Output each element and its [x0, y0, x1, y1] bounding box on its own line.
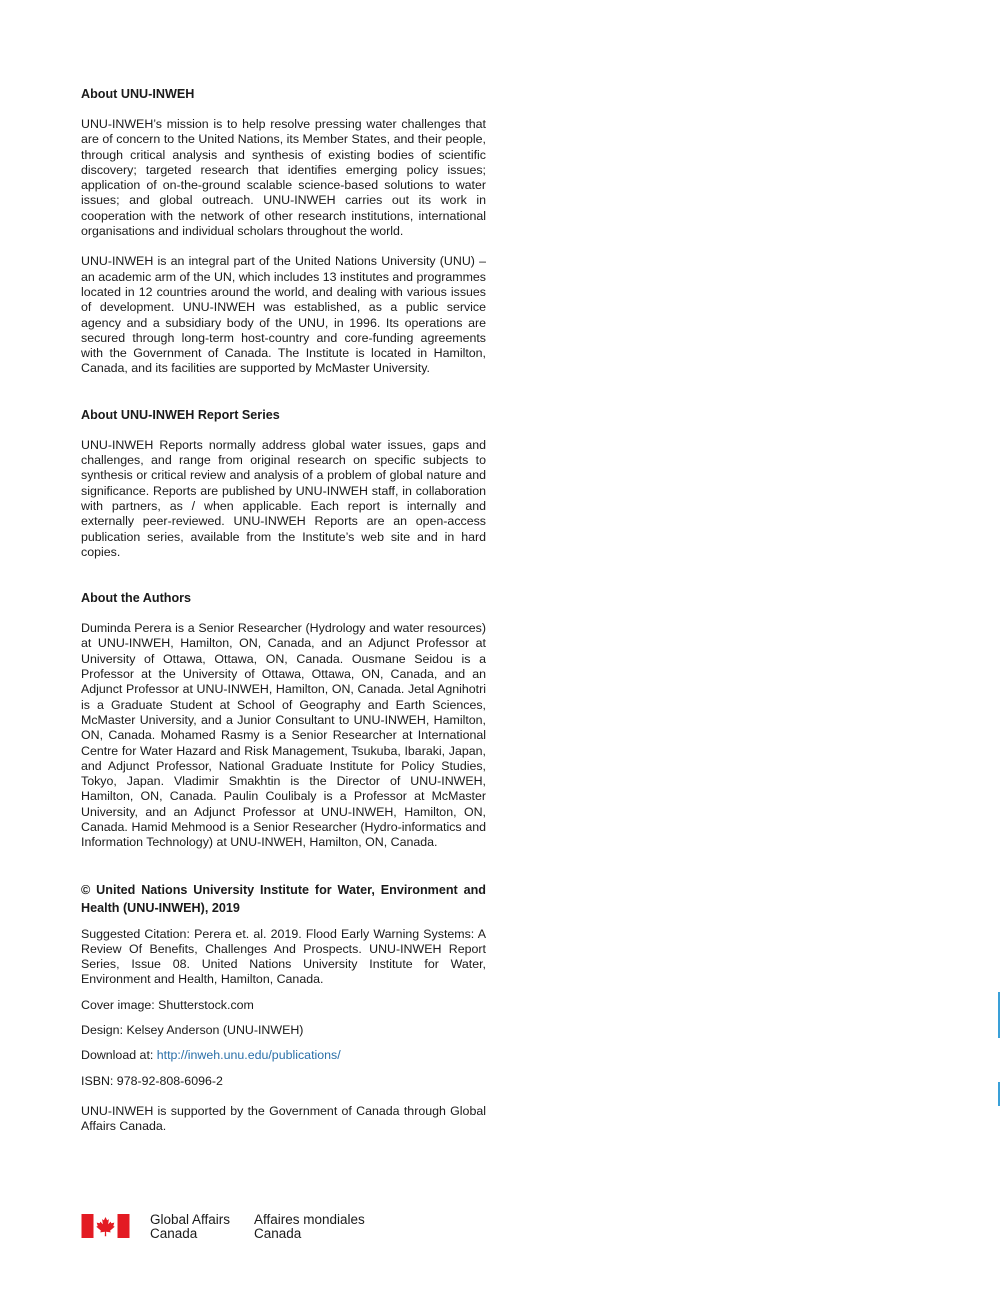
about-series-paragraph: UNU-INWEH Reports normally address global water issues, gaps and challenges, and range from original research on specific subjects to synthesis or critical review and analysis of a problem of global nature and significance. Reports are published by UNU-INWEH staff, in collaboration with partners, as / when applicable. Each report is internally and externally peer-reviewed. UNU-INWEH Reports are an open-access publication series, available from the Institute’s web site and in hard copies. — [81, 437, 486, 559]
logo-en-line-1: Global Affairs — [150, 1212, 231, 1227]
support-statement: UNU-INWEH is supported by the Government of Canada through Global Affairs Canada. — [81, 1103, 486, 1134]
download-label: Download at: — [81, 1048, 157, 1063]
suggested-citation: Suggested Citation: Perera et. al. 2019. Flood Early Warning Systems: A Review Of Benefits, Challenges And Prospects. UNU-INWEH Report Series, Issue 08. United Nations University Institute for Water, Environment and Health, Hamilton, Canada. — [81, 926, 486, 987]
isbn: ISBN: 978-92-808-6096-2 — [81, 1073, 223, 1088]
logo-text-french — [254, 1213, 365, 1241]
publications-link[interactable]: http://inweh.unu.edu/publications/ — [156, 1048, 341, 1063]
logo-fr-line-1: Affaires mondiales — [254, 1212, 365, 1227]
canada-flag-icon — [81, 1214, 130, 1238]
about-series-heading: About UNU-INWEH Report Series — [81, 407, 280, 422]
text-column — [81, 86, 486, 1135]
cover-image-credit: Cover image: Shutterstock.com — [81, 997, 254, 1012]
about-inweh-heading: About UNU-INWEH — [81, 87, 195, 101]
copyright-notice: © United Nations University Institute for Water, Environment and Health (UNU-INWEH), 2019 — [81, 882, 486, 915]
logo-en-line-2: Canada — [150, 1226, 198, 1241]
logo-fr-line-2: Canada — [254, 1226, 302, 1241]
about-inweh-paragraph-1: UNU-INWEH’s mission is to help resolve pressing water challenges that are of concern to the United Nations, its Member States, and their people, through critical analysis and synthesis of existing bodies of scientific discovery; targeted research that identifies emerging policy issues; application of on-the-ground scalable science-based solutions to water issues; and global outreach. UNU-INWEH carries out its work in cooperation with the network of other research institutions, international organisations and individual scholars throughout the world. — [81, 117, 486, 239]
design-credit: Design: Kelsey Anderson (UNU-INWEH) — [81, 1023, 304, 1038]
logo-text-english — [150, 1213, 230, 1241]
about-authors-paragraph: Duminda Perera is a Senior Researcher (Hydrology and water resources) at UNU-INWEH, Hamilton, ON, Canada, and an Adjunct Professor at University of Ottawa, Ottawa, ON, Canada. Ousmane Seidou is a Professor at the University of Ottawa, Ottawa, ON, Canada, and an Adjunct Professor at UNU-INWEH, Hamilton, ON, Canada. Jetal Agnihotri is a Graduate Student at School of Geography and Earth Sciences, McMaster University, and a Junior Consultant to UNU-INWEH, Hamilton, ON, Canada. Mohamed Rasmy is a Senior Researcher at International Centre for Water Hazard and Risk Management, Tsukuba, Ibaraki, Japan, and Adjunct Professor, National Graduate Institute for Policy Studies, Tokyo, Japan. Vladimir Smakhtin is the Director of UNU-INWEH, Hamilton, ON, Canada. Paulin Coulibaly is a Professor at McMaster University, and an Adjunct Professor at UNU-INWEH, Hamilton, ON, Canada. Hamid Mehmood is a Senior Researcher (Hydro-informatics and Information Technology) at UNU-INWEH, Hamilton, ON, Canada. — [81, 621, 486, 850]
about-inweh-paragraph-2: UNU-INWEH is an integral part of the United Nations University (UNU) – an academic arm of the UN, which includes 13 institutes and programmes located in 12 countries around the world, and dealing with various issues of development. UNU-INWEH was established, as a public service agency and a subsidiary body of the UNU, in 1996. Its operations are secured through long-term host-country and core-funding agreements with the Government of Canada. The Institute is located in Hamilton, Canada, and its facilities are supported by McMaster University. — [81, 254, 486, 376]
global-affairs-canada-logo — [81, 1213, 381, 1243]
download-line — [81, 1048, 486, 1063]
about-authors-heading: About the Authors — [81, 591, 192, 606]
